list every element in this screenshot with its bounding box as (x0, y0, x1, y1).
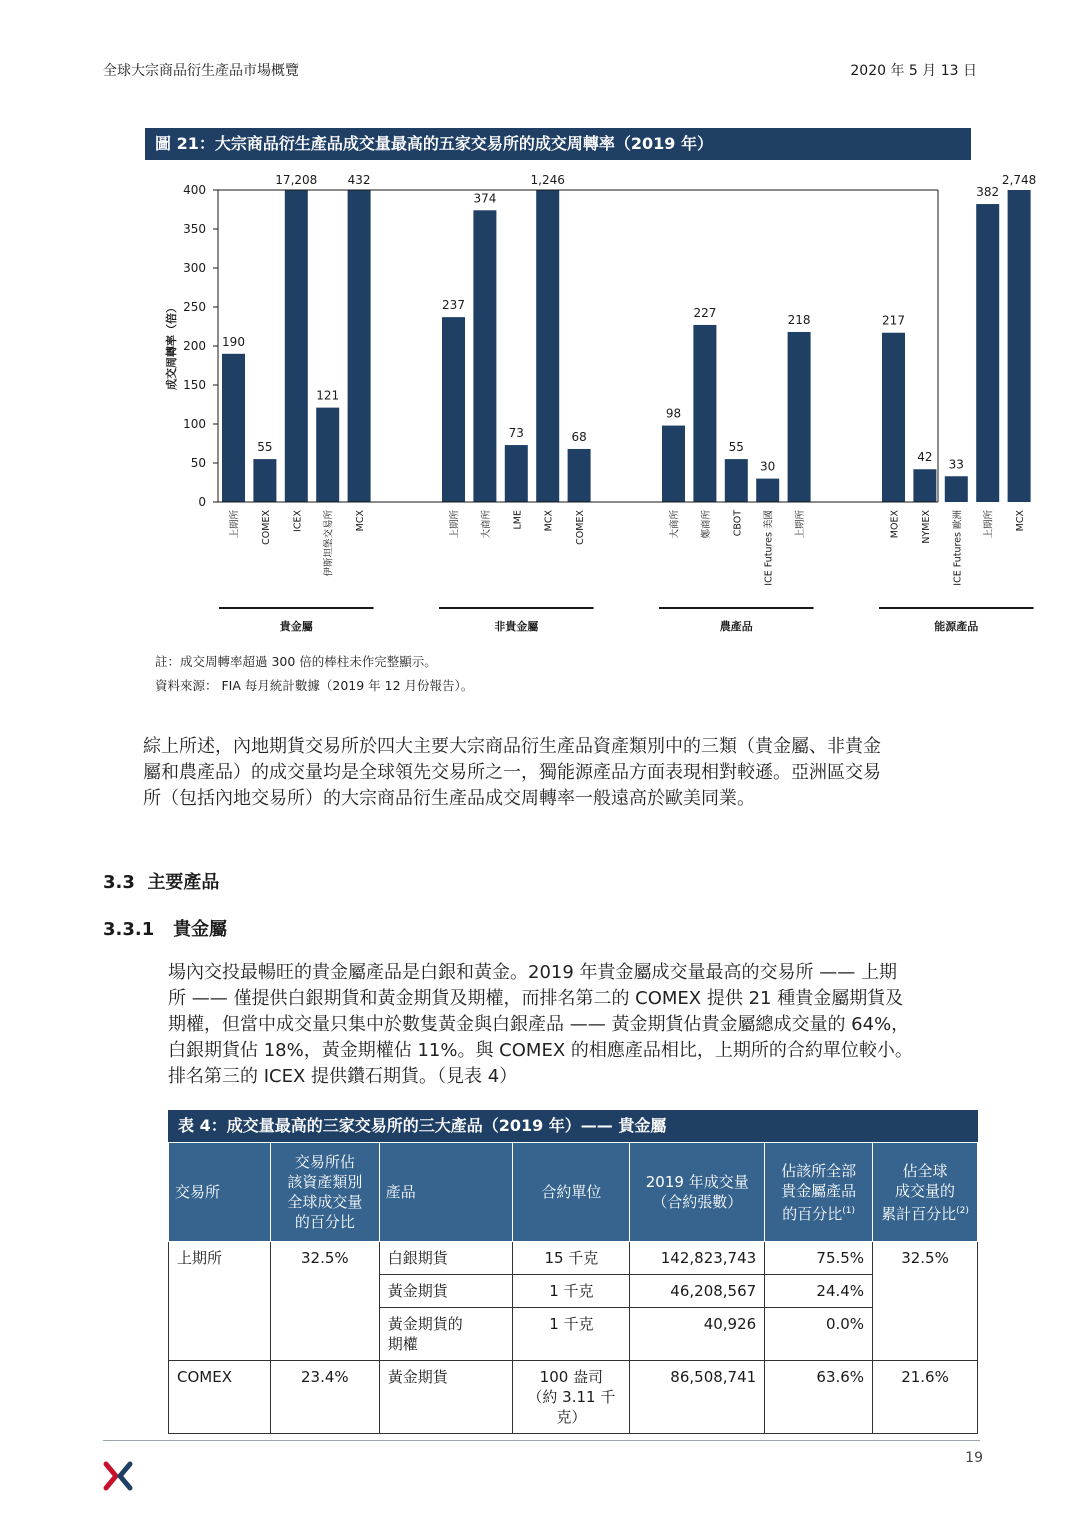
footer-divider (103, 1440, 980, 1441)
data-label: 33 (948, 457, 964, 472)
data-label: 382 (976, 185, 1000, 200)
data-label: 1,246 (530, 173, 565, 187)
figure-note: 註：成交周轉率超過 300 倍的棒柱未作完整顯示。 (155, 654, 437, 669)
category-label: 上期所 (229, 510, 241, 539)
bar (662, 426, 685, 502)
category-label: COMEX (260, 510, 272, 545)
cell-cum: 32.5% (873, 1242, 978, 1361)
col-product: 產品 (379, 1143, 513, 1242)
cell-unit: 1 千克 (513, 1308, 630, 1361)
y-tick-label: 300 (183, 261, 206, 275)
subsection-heading (103, 915, 227, 941)
page-number: 19 (965, 1450, 983, 1466)
section-number: 3.3 (103, 872, 135, 893)
cell-pct: 75.5% (765, 1242, 873, 1275)
table-caption: 表 4：成交量最高的三家交易所的三大產品（2019 年）—— 貴金屬 (168, 1110, 978, 1142)
table-header-row (169, 1143, 978, 1242)
table-row (169, 1242, 978, 1275)
y-tick-label: 400 (183, 183, 206, 197)
summary-line: 所（包括內地交易所）的大宗商品衍生產品成交周轉率一般遠高於歐美同業。 (143, 788, 755, 809)
col-volume: 2019 年成交量 （合約張數） (630, 1143, 765, 1242)
cell-pct: 24.4% (765, 1275, 873, 1308)
data-label: 55 (728, 440, 744, 455)
cell-unit: 100 盎司 （約 3.11 千克） (513, 1361, 630, 1434)
data-label: 432 (347, 173, 371, 187)
category-label: MCX (1015, 510, 1027, 532)
bar (882, 333, 905, 502)
cell-unit: 15 千克 (513, 1242, 630, 1275)
body-line: 所 —— 僅提供白銀期貨和黃金期貨及期權，而排名第二的 COMEX 提供 21 種貴金屬期貨及 (168, 988, 904, 1009)
cell-exchange: 上期所 (169, 1242, 271, 1361)
summary-paragraph (143, 734, 881, 812)
bar (976, 204, 999, 502)
data-label: 121 (316, 388, 340, 403)
data-label: 237 (442, 298, 465, 313)
summary-line: 綜上所述，內地期貨交易所於四大主要大宗商品衍生產品資產類別中的三類（貴金屬、非貴金 (143, 736, 881, 757)
bar (945, 476, 968, 502)
bar (505, 445, 528, 502)
category-label: 上期所 (983, 510, 995, 539)
bar (253, 459, 276, 502)
category-label: ICEX (292, 510, 304, 532)
cell-unit: 1 千克 (513, 1275, 630, 1308)
bar (285, 190, 308, 502)
cell-product: 白銀期貨 (379, 1242, 513, 1275)
body-line: 白銀期貨佔 18%，黃金期權佔 11%。與 COMEX 的相應產品相比，上期所的合約單位較小。 (168, 1040, 913, 1061)
group-label: 農產品 (719, 620, 753, 633)
col-share: 交易所佔 該資產類別 全球成交量 的百分比 (270, 1143, 379, 1242)
category-label: ICE Futures 歐洲 (952, 510, 964, 586)
category-label: 伊斯坦堡交易所 (323, 510, 335, 577)
subsection-title: 貴金屬 (173, 919, 228, 940)
bar (442, 317, 465, 502)
data-label: 55 (257, 440, 273, 455)
cell-product: 黃金期貨 (379, 1361, 513, 1434)
section-title: 主要產品 (147, 872, 220, 893)
cell-cum: 21.6% (873, 1361, 978, 1434)
body-line: 場內交投最暢旺的貴金屬產品是白銀和黃金。2019 年貴金屬成交量最高的交易所 —— 上期 (168, 962, 897, 983)
data-label: 98 (665, 406, 682, 421)
cell-volume: 142,823,743 (630, 1242, 765, 1275)
group-label: 貴金屬 (279, 620, 313, 633)
y-tick-label: 100 (183, 417, 206, 431)
bar (348, 190, 371, 502)
category-label: 大商所 (669, 510, 681, 539)
bar (316, 408, 339, 502)
category-label: ICE Futures 美國 (763, 510, 775, 586)
data-label: 190 (222, 334, 245, 349)
body-line: 期權，但當中成交量只集中於數隻黃金與白銀產品 —— 黃金期貨佔貴金屬總成交量的 64%， (168, 1014, 910, 1035)
cell-volume: 86,508,741 (630, 1361, 765, 1434)
bar (693, 325, 716, 502)
document-date: 2020 年 5 月 13 日 (850, 63, 977, 79)
bar (725, 459, 748, 502)
category-label: 上期所 (795, 510, 807, 539)
cell-volume: 46,208,567 (630, 1275, 765, 1308)
cell-exchange: COMEX (169, 1361, 271, 1434)
body-line: 排名第三的 ICEX 提供鑽石期貨。（見表 4） (168, 1066, 518, 1087)
precious-metals-table (168, 1142, 978, 1434)
body-paragraph (168, 960, 913, 1090)
data-label: 217 (882, 313, 905, 328)
cell-pct: 0.0% (765, 1308, 873, 1361)
cell-product: 黃金期貨 (379, 1275, 513, 1308)
col-unit: 合約單位 (513, 1143, 630, 1242)
turnover-bar-chart (145, 165, 1037, 640)
table-row (169, 1361, 978, 1434)
bar (473, 210, 496, 502)
bar (222, 354, 245, 502)
category-label: LME (512, 510, 524, 530)
data-label: 30 (760, 459, 776, 474)
data-label: 2,748 (1001, 173, 1037, 187)
data-label: 227 (693, 305, 717, 320)
data-label: 374 (473, 191, 497, 206)
y-tick-label: 50 (190, 456, 206, 470)
category-label: 上期所 (449, 510, 461, 539)
y-tick-label: 0 (198, 495, 206, 509)
bar (756, 479, 779, 502)
section-heading (103, 868, 219, 894)
figure-caption: 圖 21：大宗商品衍生產品成交量最高的五家交易所的成交周轉率（2019 年） (145, 128, 971, 160)
col-pct-exchange: 佔該所全部 貴金屬產品 的百分比$^{(1)}$ (765, 1143, 873, 1242)
y-tick-label: 150 (183, 378, 206, 392)
cell-product: 黃金期貨的 期權 (379, 1308, 513, 1361)
cell-pct: 63.6% (765, 1361, 873, 1434)
y-tick-label: 350 (183, 222, 206, 236)
category-label: NYMEX (920, 510, 932, 544)
col-pct-global: 佔全球 成交量的 累計百分比$^{(2)}$ (873, 1143, 978, 1242)
bar (788, 332, 811, 502)
category-label: 大商所 (480, 510, 492, 539)
document-title: 全球大宗商品衍生產品市場概覽 (103, 63, 299, 79)
category-label: MOEX (889, 510, 901, 539)
figure-source: 資料來源： FIA 每月統計數據（2019 年 12 月份報告）。 (155, 678, 474, 693)
category-label: CBOT (732, 510, 744, 537)
subsection-number: 3.3.1 (103, 919, 155, 940)
data-label: 68 (571, 429, 587, 444)
category-label: COMEX (575, 510, 587, 545)
data-label: 17,208 (275, 173, 318, 187)
bar (1008, 190, 1031, 502)
bar (913, 469, 936, 502)
hkex-logo-icon (104, 1462, 132, 1490)
cell-share: 32.5% (270, 1242, 379, 1361)
col-exchange: 交易所 (169, 1143, 271, 1242)
bar (568, 449, 591, 502)
category-label: MCX (355, 510, 367, 532)
data-label: 218 (787, 312, 811, 327)
y-tick-label: 200 (183, 339, 206, 353)
category-label: 鄭商所 (700, 510, 712, 539)
cell-share: 23.4% (270, 1361, 379, 1434)
y-axis-label: 成交周轉率（倍） (165, 302, 178, 390)
bar (536, 190, 559, 502)
data-label: 73 (508, 426, 524, 441)
group-label: 能源產品 (934, 620, 979, 633)
group-label: 非貴金屬 (494, 620, 539, 633)
category-label: MCX (543, 510, 555, 532)
summary-line: 屬和農產品）的成交量均是全球領先交易所之一，獨能源產品方面表現相對較遜。亞洲區交易 (143, 762, 881, 783)
data-label: 42 (917, 450, 933, 465)
y-tick-label: 250 (183, 300, 206, 314)
cell-volume: 40,926 (630, 1308, 765, 1361)
